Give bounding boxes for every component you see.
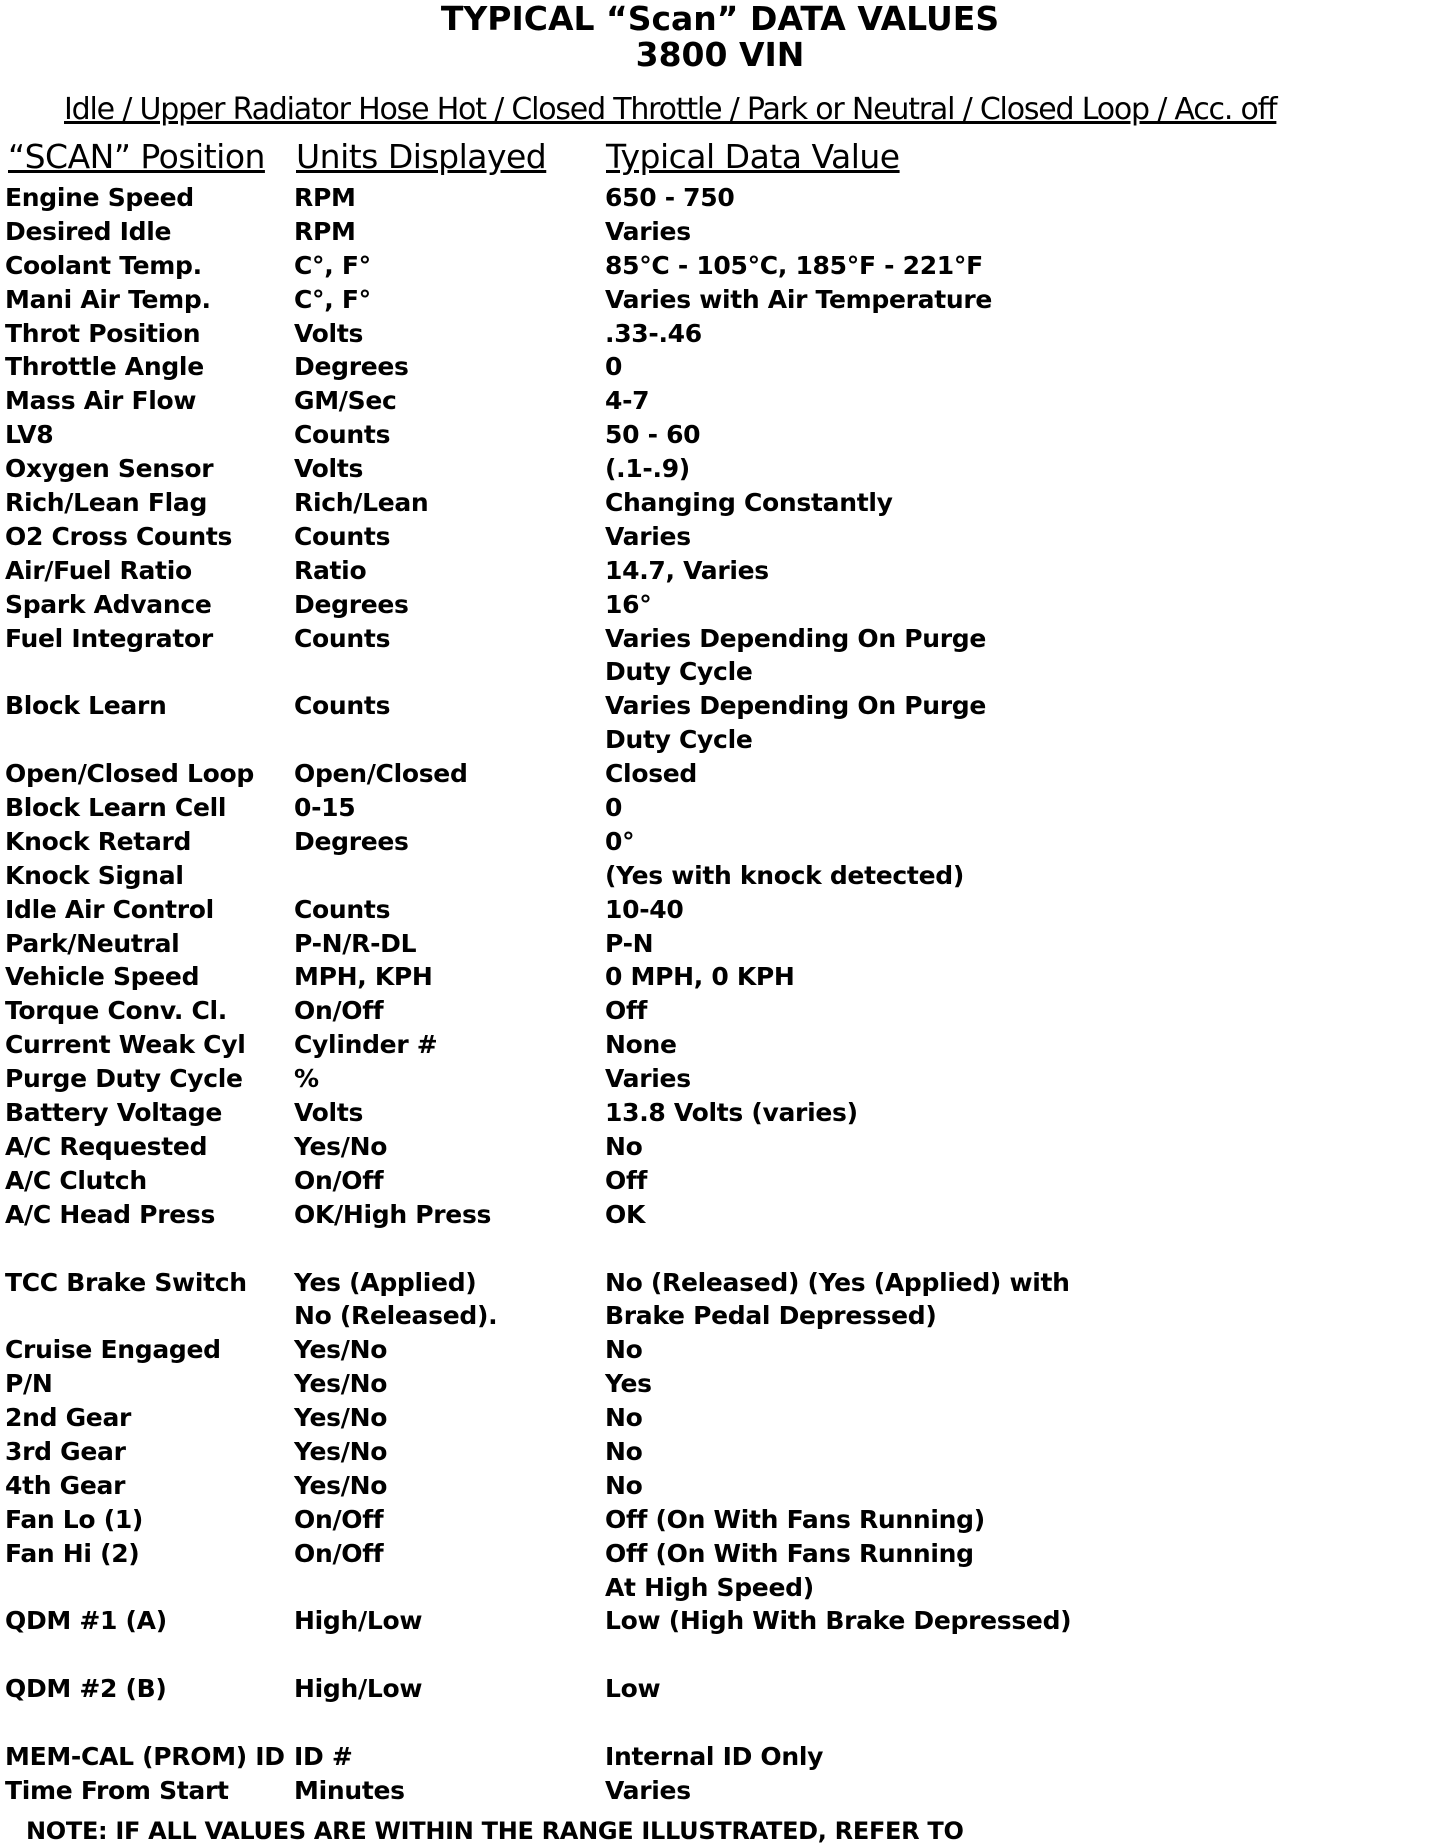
cell-typical-value: 0° xyxy=(605,826,635,856)
cell-scan-position: A/C Clutch xyxy=(5,1165,147,1195)
cell-scan-position: Knock Signal xyxy=(5,860,184,890)
cell-typical-value: No xyxy=(605,1131,643,1161)
cell-units: OK/High Press xyxy=(294,1199,492,1229)
cell-units: Open/Closed xyxy=(294,759,468,789)
table-row xyxy=(0,1096,1440,1130)
table-row xyxy=(0,859,1440,893)
data-table xyxy=(0,181,1440,1808)
cell-scan-position: Spark Advance xyxy=(5,589,212,619)
table-row xyxy=(0,1503,1440,1537)
cell-typical-value: (.1-.9) xyxy=(605,454,690,484)
table-row xyxy=(0,927,1440,961)
cell-typical-value: 0 MPH, 0 KPH xyxy=(605,962,795,992)
table-row xyxy=(0,1333,1440,1367)
cell-units: 0-15 xyxy=(294,793,356,823)
cell-scan-position: 3rd Gear xyxy=(5,1436,126,1466)
cell-scan-position: Open/Closed Loop xyxy=(5,759,254,789)
cell-units: On/Off xyxy=(294,1165,384,1195)
cell-units: MPH, KPH xyxy=(294,962,433,992)
table-row xyxy=(0,893,1440,927)
cell-scan-position: Engine Speed xyxy=(5,183,194,212)
cell-typical-value: Low xyxy=(605,1674,661,1704)
cell-typical-value: OK xyxy=(605,1199,646,1229)
cell-typical-value: Internal ID Only xyxy=(605,1741,824,1771)
table-row xyxy=(0,317,1440,351)
cell-scan-position: Idle Air Control xyxy=(5,894,214,924)
cell-scan-position: P/N xyxy=(5,1369,53,1399)
cell-typical-value: 14.7, Varies xyxy=(605,555,769,585)
cell-scan-position: QDM #2 (B) xyxy=(5,1674,167,1704)
table-row xyxy=(0,1604,1440,1638)
cell-typical-value: 50 - 60 xyxy=(605,420,701,450)
table-row xyxy=(0,960,1440,994)
cell-units: RPM xyxy=(294,216,356,246)
table-row xyxy=(0,689,1440,723)
cell-scan-position: Torque Conv. Cl. xyxy=(5,996,227,1026)
cell-scan-position: Battery Voltage xyxy=(5,1098,223,1128)
cell-units: Degrees xyxy=(294,589,409,619)
column-header-value: Typical Data Value xyxy=(606,137,900,176)
cell-units: Yes/No xyxy=(294,1470,388,1500)
table-row xyxy=(0,588,1440,622)
cell-typical-value: Off xyxy=(605,996,648,1026)
cell-typical-value: 650 - 750 xyxy=(605,183,735,212)
cell-units: Volts xyxy=(294,454,364,484)
cell-units: No (Released). xyxy=(294,1301,498,1331)
cell-typical-value: Closed xyxy=(605,759,698,789)
table-row xyxy=(0,1198,1440,1232)
table-row xyxy=(0,418,1440,452)
table-row xyxy=(0,181,1440,215)
cell-units: % xyxy=(294,1064,319,1094)
cell-units: Counts xyxy=(294,420,391,450)
table-row xyxy=(0,655,1440,689)
table-row xyxy=(0,1740,1440,1774)
cell-units: GM/Sec xyxy=(294,386,397,416)
cell-scan-position: Block Learn xyxy=(5,691,167,721)
cell-typical-value: No xyxy=(605,1335,643,1365)
cell-units: High/Low xyxy=(294,1674,423,1704)
cell-units: C°, F° xyxy=(294,250,371,280)
table-row xyxy=(0,520,1440,554)
cell-typical-value: Off xyxy=(605,1165,648,1195)
cell-scan-position: Current Weak Cyl xyxy=(5,1030,246,1060)
cell-units: Counts xyxy=(294,623,391,653)
column-header-position: “SCAN” Position xyxy=(8,137,265,176)
cell-scan-position: Block Learn Cell xyxy=(5,793,227,823)
cell-scan-position: Knock Retard xyxy=(5,826,192,856)
table-row xyxy=(0,791,1440,825)
cell-units: Counts xyxy=(294,521,391,551)
cell-scan-position: Oxygen Sensor xyxy=(5,454,214,484)
cell-units: Counts xyxy=(294,894,391,924)
cell-typical-value: None xyxy=(605,1030,677,1060)
cell-scan-position: LV8 xyxy=(5,420,54,450)
table-row xyxy=(0,757,1440,791)
table-row xyxy=(0,1367,1440,1401)
table-row xyxy=(0,1571,1440,1605)
cell-scan-position: Coolant Temp. xyxy=(5,250,202,280)
cell-typical-value: Brake Pedal Depressed) xyxy=(605,1301,937,1331)
cell-scan-position: Purge Duty Cycle xyxy=(5,1064,243,1094)
cell-typical-value: Varies xyxy=(605,1775,691,1805)
cell-typical-value: No xyxy=(605,1403,643,1433)
cell-scan-position: Air/Fuel Ratio xyxy=(5,555,192,585)
cell-units: Degrees xyxy=(294,826,409,856)
cell-typical-value: 0 xyxy=(605,352,623,382)
cell-scan-position: A/C Requested xyxy=(5,1131,208,1161)
cell-scan-position: Park/Neutral xyxy=(5,928,180,958)
cell-units: Cylinder # xyxy=(294,1030,438,1060)
cell-typical-value: Varies xyxy=(605,521,691,551)
page-subtitle-engine: 3800 VIN xyxy=(635,35,805,74)
cell-typical-value: Changing Constantly xyxy=(605,488,893,518)
table-row xyxy=(0,554,1440,588)
cell-units: Counts xyxy=(294,691,391,721)
cell-typical-value: .33-.46 xyxy=(605,318,702,348)
cell-scan-position: Fan Lo (1) xyxy=(5,1504,144,1534)
cell-units: P-N/R-DL xyxy=(294,928,417,958)
table-row xyxy=(0,1638,1440,1672)
cell-units: On/Off xyxy=(294,1538,384,1568)
cell-scan-position: Fuel Integrator xyxy=(5,623,213,653)
cell-scan-position: Mani Air Temp. xyxy=(5,284,211,314)
cell-scan-position: Time From Start xyxy=(5,1775,229,1805)
table-row xyxy=(0,249,1440,283)
cell-typical-value: 4-7 xyxy=(605,386,650,416)
table-row xyxy=(0,1299,1440,1333)
table-row xyxy=(0,1774,1440,1808)
table-row xyxy=(0,384,1440,418)
cell-typical-value: Varies Depending On Purge xyxy=(605,691,987,721)
cell-typical-value: No (Released) (Yes (Applied) with xyxy=(605,1267,1070,1297)
cell-typical-value: Varies with Air Temperature xyxy=(605,284,993,314)
cell-typical-value: 16° xyxy=(605,589,652,619)
table-row xyxy=(0,1164,1440,1198)
table-row xyxy=(0,1232,1440,1266)
cell-typical-value: 10-40 xyxy=(605,894,684,924)
cell-scan-position: MEM-CAL (PROM) ID xyxy=(5,1741,285,1771)
cell-typical-value: 0 xyxy=(605,793,623,823)
cell-units: Yes/No xyxy=(294,1335,388,1365)
cell-units: ID # xyxy=(294,1741,353,1771)
cell-scan-position: 4th Gear xyxy=(5,1470,126,1500)
cell-typical-value: Low (High With Brake Depressed) xyxy=(605,1606,1072,1636)
table-row xyxy=(0,994,1440,1028)
cell-scan-position: Throttle Angle xyxy=(5,352,204,382)
cell-units: On/Off xyxy=(294,1504,384,1534)
cell-units: On/Off xyxy=(294,996,384,1026)
cell-typical-value: Off (On With Fans Running) xyxy=(605,1504,985,1534)
cell-units: Yes/No xyxy=(294,1436,388,1466)
cell-units: Yes/No xyxy=(294,1131,388,1161)
table-row xyxy=(0,1028,1440,1062)
cell-units: C°, F° xyxy=(294,284,371,314)
cell-typical-value: Varies xyxy=(605,216,691,246)
cell-typical-value: Yes xyxy=(605,1369,652,1399)
cell-scan-position: Fan Hi (2) xyxy=(5,1538,140,1568)
table-row xyxy=(0,350,1440,384)
table-row xyxy=(0,486,1440,520)
cell-scan-position: TCC Brake Switch xyxy=(5,1267,247,1297)
cell-units: Rich/Lean xyxy=(294,488,429,518)
cell-typical-value: 13.8 Volts (varies) xyxy=(605,1098,858,1128)
table-row xyxy=(0,1706,1440,1740)
cell-units: Yes (Applied) xyxy=(294,1267,477,1297)
cell-units: Yes/No xyxy=(294,1403,388,1433)
table-row xyxy=(0,452,1440,486)
column-header-units: Units Displayed xyxy=(296,137,547,176)
cell-scan-position: Cruise Engaged xyxy=(5,1335,221,1365)
cell-scan-position: Rich/Lean Flag xyxy=(5,488,208,518)
cell-units: High/Low xyxy=(294,1606,423,1636)
cell-scan-position: Throt Position xyxy=(5,318,201,348)
cell-scan-position: Desired Idle xyxy=(5,216,172,246)
cell-units: RPM xyxy=(294,183,356,212)
table-row xyxy=(0,283,1440,317)
table-row xyxy=(0,215,1440,249)
table-row xyxy=(0,622,1440,656)
cell-scan-position: A/C Head Press xyxy=(5,1199,216,1229)
cell-scan-position: 2nd Gear xyxy=(5,1403,132,1433)
cell-scan-position: Mass Air Flow xyxy=(5,386,197,416)
cell-typical-value: Off (On With Fans Running xyxy=(605,1538,974,1568)
footer-note: NOTE: IF ALL VALUES ARE WITHIN THE RANGE ILLUSTRATED, REFER TO xyxy=(26,1817,964,1845)
table-row xyxy=(0,1469,1440,1503)
cell-units: Ratio xyxy=(294,555,367,585)
cell-scan-position: O2 Cross Counts xyxy=(5,521,233,551)
cell-units: Volts xyxy=(294,1098,364,1128)
cell-units: Yes/No xyxy=(294,1369,388,1399)
cell-typical-value: Duty Cycle xyxy=(605,657,753,687)
cell-typical-value: No xyxy=(605,1470,643,1500)
cell-typical-value: Varies xyxy=(605,1064,691,1094)
cell-typical-value: At High Speed) xyxy=(605,1572,814,1602)
table-row xyxy=(0,1435,1440,1469)
cell-typical-value: 85°C - 105°C, 185°F - 221°F xyxy=(605,250,983,280)
cell-typical-value: (Yes with knock detected) xyxy=(605,860,964,890)
table-row xyxy=(0,1266,1440,1300)
table-row xyxy=(0,1672,1440,1706)
table-row xyxy=(0,1537,1440,1571)
page-title: TYPICAL “Scan” DATA VALUES xyxy=(440,0,1000,38)
cell-typical-value: P-N xyxy=(605,928,654,958)
cell-units: Volts xyxy=(294,318,364,348)
table-row xyxy=(0,1401,1440,1435)
table-row xyxy=(0,825,1440,859)
cell-scan-position: QDM #1 (A) xyxy=(5,1606,167,1636)
cell-units: Minutes xyxy=(294,1775,405,1805)
table-row xyxy=(0,1130,1440,1164)
cell-scan-position: Vehicle Speed xyxy=(5,962,200,992)
cell-typical-value: No xyxy=(605,1436,643,1466)
cell-typical-value: Duty Cycle xyxy=(605,725,753,755)
cell-typical-value: Varies Depending On Purge xyxy=(605,623,987,653)
table-row xyxy=(0,1062,1440,1096)
table-row xyxy=(0,723,1440,757)
test-conditions: Idle / Upper Radiator Hose Hot / Closed Throttle / Park or Neutral / Closed Loop / Acc. off xyxy=(64,92,1277,127)
cell-units: Degrees xyxy=(294,352,409,382)
